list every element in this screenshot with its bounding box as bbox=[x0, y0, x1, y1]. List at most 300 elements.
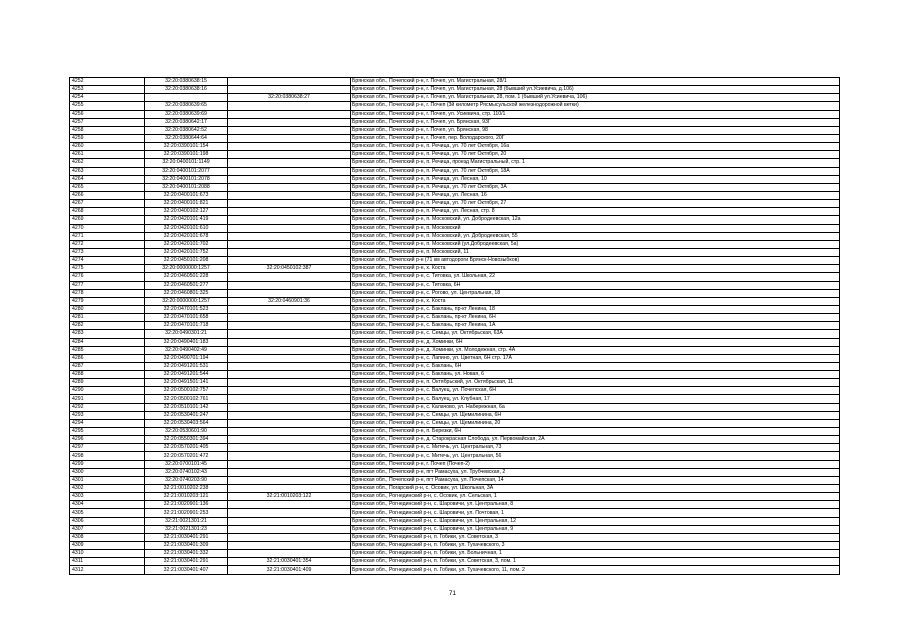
cadastral-number-cell: 32:20:0470101:658 bbox=[145, 314, 228, 322]
table-row bbox=[70, 216, 840, 224]
cadastral-number-cell: 32:20:0400101:673 bbox=[145, 191, 228, 199]
cadastral-number-cell: 32:20:0400101:2088 bbox=[145, 183, 228, 191]
row-number-cell: 4266 bbox=[70, 191, 145, 199]
parent-number-cell bbox=[228, 387, 351, 395]
row-number-cell: 4252 bbox=[70, 78, 145, 86]
parent-number-cell bbox=[228, 289, 351, 297]
address-cell: Брянская обл., Рогнединский р-н, п. Гобики, ул. Тухачевского, 3 bbox=[351, 542, 840, 550]
parent-number-cell bbox=[228, 183, 351, 191]
table-row bbox=[70, 265, 840, 273]
parent-number-cell bbox=[228, 411, 351, 419]
address-cell: Брянская обл., Почепский р-н, п. Московский bbox=[351, 224, 840, 232]
parent-number-cell bbox=[228, 134, 351, 142]
address-cell: Брянская обл., Почепский р-н, п. Московский, ул. Добродеевская, 12а bbox=[351, 216, 840, 224]
row-number-cell: 4271 bbox=[70, 232, 145, 240]
table-row bbox=[70, 362, 840, 370]
cadastral-number-cell: 32:21:0021301:23 bbox=[145, 525, 228, 533]
address-cell: Брянская обл., Почепский р-н, х. Коста bbox=[351, 265, 840, 273]
address-cell: Брянская обл., Почепский р-н, п. Речица, ул. 70 лет Октября, 18А bbox=[351, 167, 840, 175]
table-row bbox=[70, 460, 840, 468]
table-row bbox=[70, 428, 840, 436]
cadastral-number-cell: 32:20:0570201:405 bbox=[145, 444, 228, 452]
cadastral-number-cell: 32:20:0470101:523 bbox=[145, 305, 228, 313]
table-row bbox=[70, 501, 840, 509]
address-cell: Брянская обл., Почепский р-н, п. Речица, ул. 70 лет Октября, 20 bbox=[351, 151, 840, 159]
row-number-cell: 4275 bbox=[70, 265, 145, 273]
row-number-cell: 4288 bbox=[70, 371, 145, 379]
table-row bbox=[70, 452, 840, 460]
address-cell: Брянская обл., Почепский р-н (71 км автодороги Брянск-Новозыбков) bbox=[351, 257, 840, 265]
cadastral-number-cell: 32:21:0010202:238 bbox=[145, 485, 228, 493]
row-number-cell: 4304 bbox=[70, 501, 145, 509]
parent-number-cell bbox=[228, 362, 351, 370]
address-cell: Брянская обл., Почепский р-н, с. Титовка, 6Н bbox=[351, 281, 840, 289]
parent-number-cell bbox=[228, 208, 351, 216]
parent-number-cell bbox=[228, 460, 351, 468]
table-row bbox=[70, 558, 840, 566]
cadastral-number-cell: 32:20:0420101:419 bbox=[145, 216, 228, 224]
parent-number-cell bbox=[228, 501, 351, 509]
cadastral-number-cell: 32:20:0380644:64 bbox=[145, 134, 228, 142]
cadastral-number-cell: 32:20:0491201:531 bbox=[145, 362, 228, 370]
cadastral-number-cell: 32:20:0380638:16 bbox=[145, 86, 228, 94]
address-cell: Брянская обл., Почепский р-н, с. Лапино, ул. Цветная, 6Н стр. 17А bbox=[351, 354, 840, 362]
address-cell: Брянская обл., Почепский р-н, п. Речица, ул. Лесная, стр. 8 bbox=[351, 208, 840, 216]
table-row bbox=[70, 273, 840, 281]
parent-number-cell bbox=[228, 436, 351, 444]
table-row bbox=[70, 289, 840, 297]
table-row bbox=[70, 159, 840, 167]
cadastral-number-cell: 32:20:0530601:90 bbox=[145, 428, 228, 436]
address-cell: Брянская обл., Почепский р-н, с. Баклань, пр-кт Ленина, 1А bbox=[351, 322, 840, 330]
address-cell: Брянская обл., Почепский р-н, с. Митечь, ул. Центральная, 56 bbox=[351, 452, 840, 460]
parent-number-cell bbox=[228, 78, 351, 86]
table-row bbox=[70, 436, 840, 444]
parent-number-cell bbox=[228, 232, 351, 240]
cadastral-number-cell: 32:20:0390101:198 bbox=[145, 151, 228, 159]
table-row bbox=[70, 86, 840, 94]
address-cell: Брянская обл., Почепский р-н, г. Почеп, пер. Володарского, 20Г bbox=[351, 134, 840, 142]
address-cell: Брянская обл., Почепский р-н, с. Семцы, ул. Октябрьская, 63А bbox=[351, 330, 840, 338]
address-cell: Брянская обл., Почепский р-н, г. Почеп (Почеп-2) bbox=[351, 460, 840, 468]
cadastral-number-cell: 32:20:0491201:544 bbox=[145, 371, 228, 379]
parent-number-cell bbox=[228, 419, 351, 427]
address-cell: Брянская обл., Почепский р-н, с. Баклань, пр-кт Ленина, 18 bbox=[351, 305, 840, 313]
row-number-cell: 4276 bbox=[70, 273, 145, 281]
table-row bbox=[70, 167, 840, 175]
table-row bbox=[70, 468, 840, 476]
cadastral-number-cell: 32:20:0380638:15 bbox=[145, 78, 228, 86]
cadastral-number-cell: 32:21:0030401:332 bbox=[145, 550, 228, 558]
row-number-cell: 4302 bbox=[70, 485, 145, 493]
table-row bbox=[70, 183, 840, 191]
row-number-cell: 4290 bbox=[70, 387, 145, 395]
address-cell: Брянская обл., Погарский р-н, с. Осовик, ул. Школьная, 3А bbox=[351, 485, 840, 493]
cadastral-number-cell: 32:20:0400101:2077 bbox=[145, 167, 228, 175]
row-number-cell: 4259 bbox=[70, 134, 145, 142]
table-row bbox=[70, 354, 840, 362]
row-number-cell: 4307 bbox=[70, 525, 145, 533]
row-number-cell: 4272 bbox=[70, 240, 145, 248]
parent-number-cell bbox=[228, 314, 351, 322]
table-row bbox=[70, 476, 840, 484]
row-number-cell: 4296 bbox=[70, 436, 145, 444]
table-row bbox=[70, 517, 840, 525]
table-row bbox=[70, 305, 840, 313]
address-cell: Брянская обл., Почепский р-н, д. Старокрасная Слобода, ул. Первомайская, 2А bbox=[351, 436, 840, 444]
cadastral-number-cell: 32:21:0030401:407 bbox=[145, 566, 228, 574]
parent-number-cell bbox=[228, 533, 351, 541]
parent-number-cell bbox=[228, 102, 351, 110]
cadastral-number-cell bbox=[145, 94, 228, 102]
address-cell: Брянская обл., Почепский р-н, с. Валуец, ул. Почепская, 6Н bbox=[351, 387, 840, 395]
cadastral-number-cell: 32:20:0490401:183 bbox=[145, 338, 228, 346]
cadastral-number-cell: 32:20:0400102:127 bbox=[145, 208, 228, 216]
table-row bbox=[70, 346, 840, 354]
address-cell: Брянская обл., Рогнединский р-н, п. Гобики, ул. Больничная, 1 bbox=[351, 550, 840, 558]
row-number-cell: 4284 bbox=[70, 338, 145, 346]
parent-number-cell bbox=[228, 354, 351, 362]
table-row bbox=[70, 281, 840, 289]
address-cell: Брянская обл., Почепский р-н, п. Речица, ул. Лесная, 16 bbox=[351, 191, 840, 199]
row-number-cell: 4298 bbox=[70, 452, 145, 460]
row-number-cell: 4273 bbox=[70, 248, 145, 256]
address-cell: Брянская обл., Почепский р-н, с. Семцы, ул. Щемилинина, 20 bbox=[351, 419, 840, 427]
cadastral-number-cell: 32:20:0530403:564 bbox=[145, 419, 228, 427]
row-number-cell: 4305 bbox=[70, 509, 145, 517]
row-number-cell: 4297 bbox=[70, 444, 145, 452]
row-number-cell: 4256 bbox=[70, 110, 145, 118]
row-number-cell: 4312 bbox=[70, 566, 145, 574]
address-cell: Брянская обл., Почепский р-н, пгт Рамасуха, ул. Трубчевская, 2 bbox=[351, 468, 840, 476]
cadastral-number-cell: 32:20:0500102:761 bbox=[145, 395, 228, 403]
parent-number-cell bbox=[228, 525, 351, 533]
table-row bbox=[70, 485, 840, 493]
row-number-cell: 4299 bbox=[70, 460, 145, 468]
cadastral-number-cell: 32:20:0490402:49 bbox=[145, 346, 228, 354]
row-number-cell: 4267 bbox=[70, 200, 145, 208]
cadastral-number-cell: 32:20:0420101:678 bbox=[145, 232, 228, 240]
table-row bbox=[70, 419, 840, 427]
row-number-cell: 4263 bbox=[70, 167, 145, 175]
parent-number-cell bbox=[228, 143, 351, 151]
cadastral-number-cell: 32:20:0450101:208 bbox=[145, 257, 228, 265]
cadastral-number-cell: 32:20:0380639:65 bbox=[145, 102, 228, 110]
cadastral-number-cell: 32:20:0400101:821 bbox=[145, 200, 228, 208]
cadastral-number-cell: 32:20:0470101:718 bbox=[145, 322, 228, 330]
row-number-cell: 4257 bbox=[70, 118, 145, 126]
parent-number-cell bbox=[228, 151, 351, 159]
row-number-cell: 4281 bbox=[70, 314, 145, 322]
row-number-cell: 4310 bbox=[70, 550, 145, 558]
cadastral-number-cell: 32:20:0510101:142 bbox=[145, 403, 228, 411]
parent-number-cell bbox=[228, 403, 351, 411]
table-row bbox=[70, 78, 840, 86]
table-row bbox=[70, 493, 840, 501]
row-number-cell: 4268 bbox=[70, 208, 145, 216]
parent-number-cell bbox=[228, 468, 351, 476]
address-cell: Брянская обл., Почепский р-н, с. Баклань, ул. Новая, 6 bbox=[351, 371, 840, 379]
table-row bbox=[70, 200, 840, 208]
address-cell: Брянская обл., Почепский р-н, с. Калачово, ул. Набережная, 6а bbox=[351, 403, 840, 411]
row-number-cell: 4295 bbox=[70, 428, 145, 436]
table-row bbox=[70, 191, 840, 199]
parent-number-cell bbox=[228, 542, 351, 550]
row-number-cell: 4301 bbox=[70, 476, 145, 484]
cadastral-number-cell: 32:20:0380642:17 bbox=[145, 118, 228, 126]
cadastral-number-cell: 32:21:0030401:309 bbox=[145, 542, 228, 550]
table-row bbox=[70, 444, 840, 452]
address-cell: Брянская обл., Почепский р-н, с. Валуец, ул. Клубная, 17 bbox=[351, 395, 840, 403]
row-number-cell: 4280 bbox=[70, 305, 145, 313]
address-cell: Брянская обл., Рогнединский р-н, с. Шаровичи, ул. Почтовая, 1 bbox=[351, 509, 840, 517]
parent-number-cell bbox=[228, 305, 351, 313]
table-row bbox=[70, 110, 840, 118]
row-number-cell: 4261 bbox=[70, 151, 145, 159]
cadastral-table bbox=[69, 77, 840, 575]
address-cell: Брянская обл., Рогнединский р-н, с. Осовик, ул. Сельская, 1 bbox=[351, 493, 840, 501]
parent-number-cell bbox=[228, 224, 351, 232]
cadastral-number-cell: 32:20:0420101:610 bbox=[145, 224, 228, 232]
parent-number-cell bbox=[228, 476, 351, 484]
parent-number-cell bbox=[228, 371, 351, 379]
address-cell: Брянская обл., Рогнединский р-н, с. Шаровичи, ул. Центральная, 8 bbox=[351, 501, 840, 509]
table-row bbox=[70, 94, 840, 102]
row-number-cell: 4270 bbox=[70, 224, 145, 232]
table-row bbox=[70, 322, 840, 330]
parent-number-cell bbox=[228, 257, 351, 265]
row-number-cell: 4292 bbox=[70, 403, 145, 411]
cadastral-number-cell: 32:20:0740102:43 bbox=[145, 468, 228, 476]
row-number-cell: 4254 bbox=[70, 94, 145, 102]
table-row bbox=[70, 102, 840, 110]
cadastral-number-cell: 32:21:0020901:253 bbox=[145, 509, 228, 517]
table-row bbox=[70, 175, 840, 183]
address-cell: Брянская обл., Рогнединский р-н, с. Шаровичи, ул. Центральная, 12 bbox=[351, 517, 840, 525]
row-number-cell: 4274 bbox=[70, 257, 145, 265]
table-row bbox=[70, 411, 840, 419]
row-number-cell: 4265 bbox=[70, 183, 145, 191]
table-row bbox=[70, 379, 840, 387]
address-cell: Брянская обл., Рогнединский р-н, п. Гобики, ул. Советская, 3, пом. 1 bbox=[351, 558, 840, 566]
row-number-cell: 4311 bbox=[70, 558, 145, 566]
row-number-cell: 4303 bbox=[70, 493, 145, 501]
table-body bbox=[70, 78, 840, 575]
parent-number-cell bbox=[228, 86, 351, 94]
cadastral-number-cell: 32:20:0570201:472 bbox=[145, 452, 228, 460]
row-number-cell: 4287 bbox=[70, 362, 145, 370]
address-cell: Брянская обл., Почепский р-н, с. Баклань, 6Н bbox=[351, 362, 840, 370]
address-cell: Брянская обл., Почепский р-н, г. Почеп, ул. Брянская, 98 bbox=[351, 126, 840, 134]
parent-number-cell bbox=[228, 346, 351, 354]
parent-number-cell bbox=[228, 322, 351, 330]
address-cell: Брянская обл., Почепский р-н, с. Митечь, ул. Центральная, 73 bbox=[351, 444, 840, 452]
row-number-cell: 4255 bbox=[70, 102, 145, 110]
row-number-cell: 4293 bbox=[70, 411, 145, 419]
address-cell: Брянская обл., Почепский р-н, х. Коста bbox=[351, 297, 840, 305]
cadastral-number-cell: 32:20:0380642:52 bbox=[145, 126, 228, 134]
row-number-cell: 4283 bbox=[70, 330, 145, 338]
table-row bbox=[70, 509, 840, 517]
address-cell: Брянская обл., Почепский р-н, с. Титовка, ул. Школьная, 22 bbox=[351, 273, 840, 281]
parent-number-cell bbox=[228, 428, 351, 436]
address-cell: Брянская обл., Почепский р-н, п. Речица, ул. 70 лет Октября, 16а bbox=[351, 143, 840, 151]
cadastral-number-cell: 32:20:0500102:757 bbox=[145, 387, 228, 395]
table-row bbox=[70, 395, 840, 403]
address-cell: Брянская обл., Почепский р-н, п. Речица, ул. 70 лет Октября, 27 bbox=[351, 200, 840, 208]
cadastral-number-cell: 32:20:0000000:1257 bbox=[145, 265, 228, 273]
parent-number-cell bbox=[228, 550, 351, 558]
table-row bbox=[70, 542, 840, 550]
cadastral-number-cell: 32:21:0030401:291 bbox=[145, 558, 228, 566]
address-cell: Брянская обл., Почепский р-н, п. Речица, ул. Лесная, 10 bbox=[351, 175, 840, 183]
table-row bbox=[70, 314, 840, 322]
table-row bbox=[70, 387, 840, 395]
row-number-cell: 4294 bbox=[70, 419, 145, 427]
cadastral-number-cell: 32:20:0460801:325 bbox=[145, 289, 228, 297]
parent-number-cell bbox=[228, 200, 351, 208]
cadastral-number-cell: 32:20:0490701:194 bbox=[145, 354, 228, 362]
parent-number-cell: 32:21:0030401:354 bbox=[228, 558, 351, 566]
table-row bbox=[70, 240, 840, 248]
cadastral-number-cell: 32:20:0390101:154 bbox=[145, 143, 228, 151]
address-cell: Брянская обл., Почепский р-н, с. Рогово, ул. Центральная, 18 bbox=[351, 289, 840, 297]
parent-number-cell bbox=[228, 110, 351, 118]
row-number-cell: 4289 bbox=[70, 379, 145, 387]
parent-number-cell bbox=[228, 485, 351, 493]
address-cell: Брянская обл., Почепский р-н, с. Баклань, пр-кт Ленина, 6Н bbox=[351, 314, 840, 322]
table-row bbox=[70, 248, 840, 256]
row-number-cell: 4278 bbox=[70, 289, 145, 297]
row-number-cell: 4285 bbox=[70, 346, 145, 354]
table-row bbox=[70, 208, 840, 216]
cadastral-number-cell: 32:20:0380639:69 bbox=[145, 110, 228, 118]
cadastral-number-cell: 32:20:0740203:90 bbox=[145, 476, 228, 484]
row-number-cell: 4264 bbox=[70, 175, 145, 183]
page-number: 71 bbox=[448, 590, 457, 597]
parent-number-cell bbox=[228, 444, 351, 452]
parent-number-cell bbox=[228, 248, 351, 256]
row-number-cell: 4286 bbox=[70, 354, 145, 362]
cadastral-number-cell: 32:20:0530401:247 bbox=[145, 411, 228, 419]
table-row bbox=[70, 224, 840, 232]
parent-number-cell: 32:20:0460901:36 bbox=[228, 297, 351, 305]
table-row bbox=[70, 330, 840, 338]
cadastral-number-cell: 32:20:0460501:277 bbox=[145, 281, 228, 289]
table-row bbox=[70, 550, 840, 558]
parent-number-cell bbox=[228, 452, 351, 460]
table-row bbox=[70, 232, 840, 240]
cadastral-number-cell: 32:21:0010203:121 bbox=[145, 493, 228, 501]
row-number-cell: 4279 bbox=[70, 297, 145, 305]
table-row bbox=[70, 151, 840, 159]
parent-number-cell bbox=[228, 379, 351, 387]
table-row bbox=[70, 126, 840, 134]
address-cell: Брянская обл., Почепский р-н, п. Березки, 6Н bbox=[351, 428, 840, 436]
row-number-cell: 4300 bbox=[70, 468, 145, 476]
cadastral-number-cell: 32:21:0020901:136 bbox=[145, 501, 228, 509]
cadastral-number-cell: 32:20:0400101:2078 bbox=[145, 175, 228, 183]
row-number-cell: 4253 bbox=[70, 86, 145, 94]
table-row bbox=[70, 525, 840, 533]
parent-number-cell bbox=[228, 338, 351, 346]
table-row bbox=[70, 143, 840, 151]
table-row bbox=[70, 533, 840, 541]
row-number-cell: 4277 bbox=[70, 281, 145, 289]
parent-number-cell: 32:21:0030401:409 bbox=[228, 566, 351, 574]
address-cell: Брянская обл., Почепский р-н, пгт Рамасуха, ул. Почепская, 14 bbox=[351, 476, 840, 484]
parent-number-cell bbox=[228, 159, 351, 167]
cadastral-number-cell: 32:20:0550301:394 bbox=[145, 436, 228, 444]
address-cell: Брянская обл., Почепский р-н, г. Почеп, ул. Магистральная, 28/1 bbox=[351, 78, 840, 86]
cadastral-number-cell: 32:20:0700101:45 bbox=[145, 460, 228, 468]
address-cell: Брянская обл., Рогнединский р-н, п. Гобики, ул. Тухачевского, 11, пом. 2 bbox=[351, 566, 840, 574]
row-number-cell: 4291 bbox=[70, 395, 145, 403]
parent-number-cell bbox=[228, 126, 351, 134]
table-row bbox=[70, 118, 840, 126]
table-row bbox=[70, 403, 840, 411]
address-cell: Брянская обл., Почепский р-н, с. Семцы, ул. Щемилинина, 6Н bbox=[351, 411, 840, 419]
table-row bbox=[70, 566, 840, 574]
parent-number-cell: 32:20:0380638:27 bbox=[228, 94, 351, 102]
cadastral-number-cell: 32:20:0491501:141 bbox=[145, 379, 228, 387]
address-cell: Брянская обл., Почепский р-н, п. Московский, ул. Добродеевская, 55 bbox=[351, 232, 840, 240]
parent-number-cell bbox=[228, 175, 351, 183]
row-number-cell: 4306 bbox=[70, 517, 145, 525]
address-cell: Брянская обл., Почепский р-н, г. Почеп, ул. Брянская, 93Г bbox=[351, 118, 840, 126]
address-cell: Брянская обл., Почепский р-н, п. Московский (ул.Добродеевская, 5а) bbox=[351, 240, 840, 248]
address-cell: Брянская обл., Почепский р-н, п. Речица, проезд Магистральный, стр. 1 bbox=[351, 159, 840, 167]
row-number-cell: 4308 bbox=[70, 533, 145, 541]
cadastral-number-cell: 32:20:0460501:228 bbox=[145, 273, 228, 281]
parent-number-cell bbox=[228, 216, 351, 224]
cadastral-number-cell: 32:20:0000000:1257 bbox=[145, 297, 228, 305]
address-cell: Брянская обл., Почепский р-н, г. Почеп (3й километр Рясмысульской железнодорожной ветки) bbox=[351, 102, 840, 110]
cadastral-number-cell: 32:20:0420101:702 bbox=[145, 240, 228, 248]
cadastral-number-cell: 32:21:0030401:291 bbox=[145, 533, 228, 541]
parent-number-cell bbox=[228, 191, 351, 199]
address-cell: Брянская обл., Рогнединский р-н, с. Шаровичи, ул. Центральная, 9 bbox=[351, 525, 840, 533]
parent-number-cell: 32:20:0450102:387 bbox=[228, 265, 351, 273]
parent-number-cell bbox=[228, 509, 351, 517]
cadastral-number-cell: 32:21:0021301:21 bbox=[145, 517, 228, 525]
parent-number-cell bbox=[228, 517, 351, 525]
cadastral-number-cell: 32:20:0490301:21 bbox=[145, 330, 228, 338]
address-cell: Брянская обл., Почепский р-н, д. Хоминки, 6Н bbox=[351, 338, 840, 346]
parent-number-cell bbox=[228, 167, 351, 175]
parent-number-cell bbox=[228, 240, 351, 248]
address-cell: Брянская обл., Почепский р-н, п. Речица, ул. 70 лет Октября, 3А bbox=[351, 183, 840, 191]
cadastral-number-cell: 32:20:0420101:752 bbox=[145, 248, 228, 256]
table-row bbox=[70, 134, 840, 142]
parent-number-cell bbox=[228, 281, 351, 289]
address-cell: Брянская обл., Почепский р-н, п. Московский, 11 bbox=[351, 248, 840, 256]
address-cell: Брянская обл., Почепский р-н, г. Почеп, ул. Усиевича, стр. 110/1 bbox=[351, 110, 840, 118]
cadastral-number-cell: 32:20:0400101:1149 bbox=[145, 159, 228, 167]
address-cell: Брянская обл., Почепский р-н, д. Хоминки, ул. Молодежная, стр. 4А bbox=[351, 346, 840, 354]
parent-number-cell bbox=[228, 118, 351, 126]
table-row bbox=[70, 371, 840, 379]
parent-number-cell bbox=[228, 395, 351, 403]
row-number-cell: 4282 bbox=[70, 322, 145, 330]
row-number-cell: 4258 bbox=[70, 126, 145, 134]
row-number-cell: 4260 bbox=[70, 143, 145, 151]
address-cell: Брянская обл., Почепский р-н, г. Почеп, ул. Магистральная, 28 (бывший ул.Усиевича, д.106) bbox=[351, 86, 840, 94]
address-cell: Брянская обл., Почепский р-н, г. Почеп, ул. Магистральная, 28, пом. 1 (бывший ул.Усиевича, 106) bbox=[351, 94, 840, 102]
parent-number-cell bbox=[228, 330, 351, 338]
table-row bbox=[70, 257, 840, 265]
address-cell: Брянская обл., Почепский р-н, п. Октябрьский, ул. Октябрьская, 11 bbox=[351, 379, 840, 387]
